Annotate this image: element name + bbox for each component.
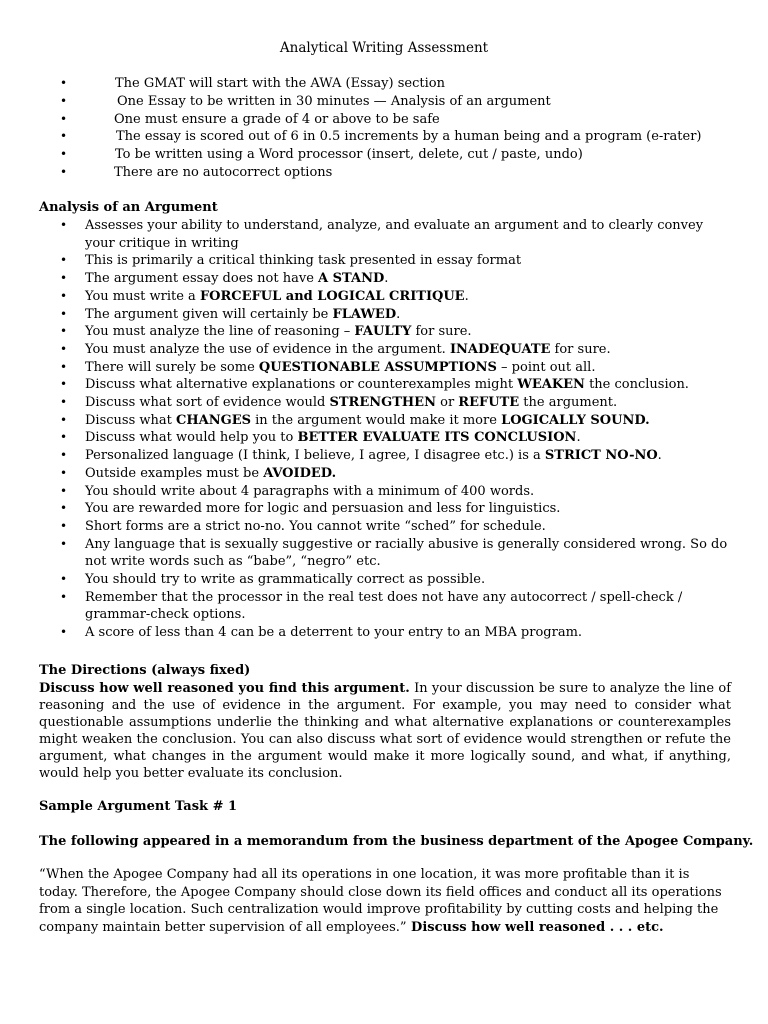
text-segment: Discuss what sort of evidence would: [85, 395, 330, 411]
bullet-icon: •: [60, 324, 68, 339]
sample-quote: [39, 866, 731, 936]
list-item-text: [85, 270, 730, 288]
text-segment: Any language that is sexually suggestive or racially abusive is generally considered wrong. So do not write words such as “babe”, “negro” etc.: [85, 536, 728, 570]
list-item-text: [85, 252, 730, 270]
bullet-icon: •: [60, 448, 68, 463]
list-item: [60, 128, 750, 146]
text-segment: You should write about 4 paragraphs with a minimum of 400 words.: [85, 483, 535, 499]
text-segment: Assesses your ability to understand, analyze, and evaluate an argument and to clearly convey your critique in writing: [85, 218, 704, 251]
bullet-icon: •: [60, 288, 68, 303]
list-item-text: The essay is scored out of 6 in 0.5 increments by a human being and a program (e-rater): [116, 129, 702, 145]
list-item-text: [85, 571, 730, 589]
sample-quote-text: “When the Apogee Company had all its operations in one location, it was more profitable than it is today. Therefore, the Apogee Company should close down its field offices and conduct all its operations from a single location. Such centralization would improve profitability by cutting costs and helping the company maintain better supervision of all employees.”: [39, 867, 722, 935]
list-item-text: [85, 447, 730, 465]
emphasis-text: WEAKEN: [517, 377, 585, 393]
list-item-text: [85, 465, 730, 483]
bullet-icon: •: [60, 253, 68, 268]
list-item-text: [85, 589, 730, 624]
text-segment: You must write a: [85, 288, 200, 304]
bullet-icon: •: [60, 483, 68, 498]
list-item: [60, 536, 730, 571]
emphasis-text: QUESTIONABLE ASSUMPTIONS: [258, 359, 497, 375]
list-item: [60, 111, 750, 129]
list-item: [60, 164, 750, 182]
list-item-text: [85, 536, 730, 571]
list-item-text: [85, 624, 730, 642]
list-item-text: [85, 412, 730, 430]
text-segment: or: [435, 395, 459, 411]
emphasis-text: CHANGES: [176, 412, 251, 428]
text-segment: Discuss what alternative explanations or counterexamples might: [85, 377, 518, 393]
list-item: [60, 252, 730, 270]
analysis-bullet-list: [60, 217, 730, 642]
text-segment: The argument given will certainly be: [85, 306, 333, 322]
bullet-icon: •: [60, 501, 68, 516]
emphasis-text: REFUTE: [458, 395, 520, 411]
page-title: Analytical Writing Assessment: [279, 40, 489, 56]
emphasis-text: FAULTY: [354, 324, 412, 340]
list-item-text: [85, 500, 730, 518]
text-segment: for sure.: [411, 324, 472, 340]
directions-heading: The Directions (always fixed): [39, 663, 251, 678]
text-segment: Discuss what: [85, 412, 176, 428]
list-item-text: [85, 394, 730, 412]
list-item: [60, 412, 730, 430]
list-item-text: [85, 429, 730, 447]
list-item: [60, 146, 750, 164]
list-item-text: [85, 518, 730, 536]
bullet-icon: •: [60, 359, 68, 374]
text-segment: .: [396, 306, 401, 322]
text-segment: You should try to write as grammatically correct as possible.: [85, 572, 486, 588]
bullet-icon: •: [60, 341, 68, 356]
directions-body: In your discussion be sure to analyze the line of reasoning and the use of evidence in the argument. For example, you may need to consider what questionable assumptions underlie the thinking and what alternative explanations or counterexamples might weaken the conclusion. You can also discuss what sort of evidence would strengthen or refute the argument, what changes in the argument would make it more logically sound, and what, if anything, would help you better evaluate its conclusion.: [39, 681, 732, 781]
bullet-icon: •: [60, 589, 68, 604]
list-item: [60, 217, 730, 252]
sample-heading: Sample Argument Task # 1: [39, 799, 238, 814]
sample-quote-tail: Discuss how well reasoned . . . etc.: [406, 919, 664, 935]
bullet-icon: •: [60, 306, 68, 321]
emphasis-text: BETTER EVALUATE ITS CONCLUSION: [297, 430, 577, 446]
sample-memo: The following appeared in a memorandum from the business department of the Apogee Company.: [39, 834, 754, 849]
emphasis-text: LOGICALLY SOUND.: [501, 412, 650, 428]
bullet-icon: •: [60, 271, 68, 286]
list-item-text: To be written using a Word processor (insert, delete, cut / paste, undo): [115, 147, 583, 163]
list-item: [60, 93, 750, 111]
text-segment: A score of less than 4 can be a deterrent to your entry to an MBA program.: [85, 625, 583, 641]
text-segment: .: [657, 448, 662, 464]
list-item-text: [85, 306, 730, 324]
list-item-text: [85, 341, 730, 359]
text-segment: in the argument would make it more: [251, 412, 502, 428]
list-item: [60, 500, 730, 518]
bullet-icon: •: [60, 147, 68, 162]
bullet-icon: •: [60, 536, 68, 551]
list-item-text: [85, 217, 730, 252]
list-item: [60, 359, 730, 377]
text-segment: You are rewarded more for logic and persuasion and less for linguistics.: [85, 501, 561, 517]
list-item: [60, 341, 730, 359]
bullet-icon: •: [60, 129, 68, 144]
emphasis-text: A STAND: [318, 271, 385, 287]
list-item: [60, 270, 730, 288]
bullet-icon: •: [60, 111, 68, 126]
list-item-text: The GMAT will start with the AWA (Essay) section: [115, 76, 445, 91]
list-item: [60, 571, 730, 589]
list-item: [60, 447, 730, 465]
text-segment: Discuss what would help you to: [85, 430, 298, 446]
text-segment: This is primarily a critical thinking task presented in essay format: [85, 253, 522, 269]
list-item-text: One must ensure a grade of 4 or above to be safe: [114, 111, 440, 127]
bullet-icon: •: [60, 625, 68, 640]
bullet-icon: •: [60, 164, 68, 179]
intro-bullet-list: [60, 75, 750, 182]
text-segment: – point out all.: [496, 359, 596, 375]
bullet-icon: •: [60, 518, 68, 533]
emphasis-text: FLAWED: [332, 306, 397, 322]
directions-lead: Discuss how well reasoned you find this argument.: [39, 681, 410, 696]
list-item: [60, 483, 730, 501]
text-segment: You must analyze the use of evidence in the argument.: [85, 341, 450, 357]
list-item-text: [85, 359, 730, 377]
bullet-icon: •: [60, 465, 68, 480]
bullet-icon: •: [60, 395, 68, 410]
list-item-text: [85, 483, 730, 501]
text-segment: the argument.: [519, 395, 618, 411]
list-item: [60, 394, 730, 412]
text-segment: .: [384, 271, 389, 287]
list-item-text: [85, 376, 730, 394]
bullet-icon: •: [60, 412, 68, 427]
bullet-icon: •: [60, 93, 68, 108]
bullet-icon: •: [60, 76, 68, 90]
list-item: [60, 376, 730, 394]
text-segment: There will surely be some: [85, 359, 259, 375]
bullet-icon: •: [60, 218, 68, 232]
list-item-text: [85, 323, 730, 341]
list-item: [60, 288, 730, 306]
list-item-text: There are no autocorrect options: [114, 164, 333, 180]
list-item: [60, 306, 730, 324]
emphasis-text: STRICT NO-NO: [544, 448, 658, 464]
list-item-text: [85, 288, 730, 306]
list-item: [60, 624, 730, 642]
bullet-icon: •: [60, 377, 68, 392]
text-segment: Outside examples must be: [85, 465, 264, 481]
emphasis-text: INADEQUATE: [449, 341, 551, 357]
bullet-icon: •: [60, 430, 68, 445]
emphasis-text: AVOIDED.: [263, 465, 337, 481]
list-item: [60, 323, 730, 341]
list-item: [60, 75, 750, 93]
text-segment: Short forms are a strict no-no. You cannot write “sched” for schedule.: [85, 518, 546, 534]
directions-paragraph: [39, 680, 731, 782]
text-segment: You must analyze the line of reasoning –: [85, 324, 355, 340]
text-segment: the conclusion.: [584, 377, 689, 393]
text-segment: .: [576, 430, 581, 446]
list-item-text: One Essay to be written in 30 minutes — Analysis of an argument: [117, 93, 551, 109]
list-item: [60, 429, 730, 447]
text-segment: .: [464, 288, 469, 304]
list-item: [60, 518, 730, 536]
analysis-heading: Analysis of an Argument: [39, 200, 218, 215]
text-segment: Remember that the processor in the real test does not have any autocorrect / spell-check / grammar-check options.: [85, 589, 683, 623]
bullet-icon: •: [60, 572, 68, 587]
list-item: [60, 465, 730, 483]
emphasis-text: STRENGTHEN: [329, 395, 436, 411]
text-segment: The argument essay does not have: [85, 271, 319, 287]
list-item: [60, 589, 730, 624]
text-segment: for sure.: [550, 341, 611, 357]
text-segment: Personalized language (I think, I believe, I agree, I disagree etc.) is a: [85, 448, 545, 464]
emphasis-text: FORCEFUL and LOGICAL CRITIQUE: [199, 288, 465, 304]
